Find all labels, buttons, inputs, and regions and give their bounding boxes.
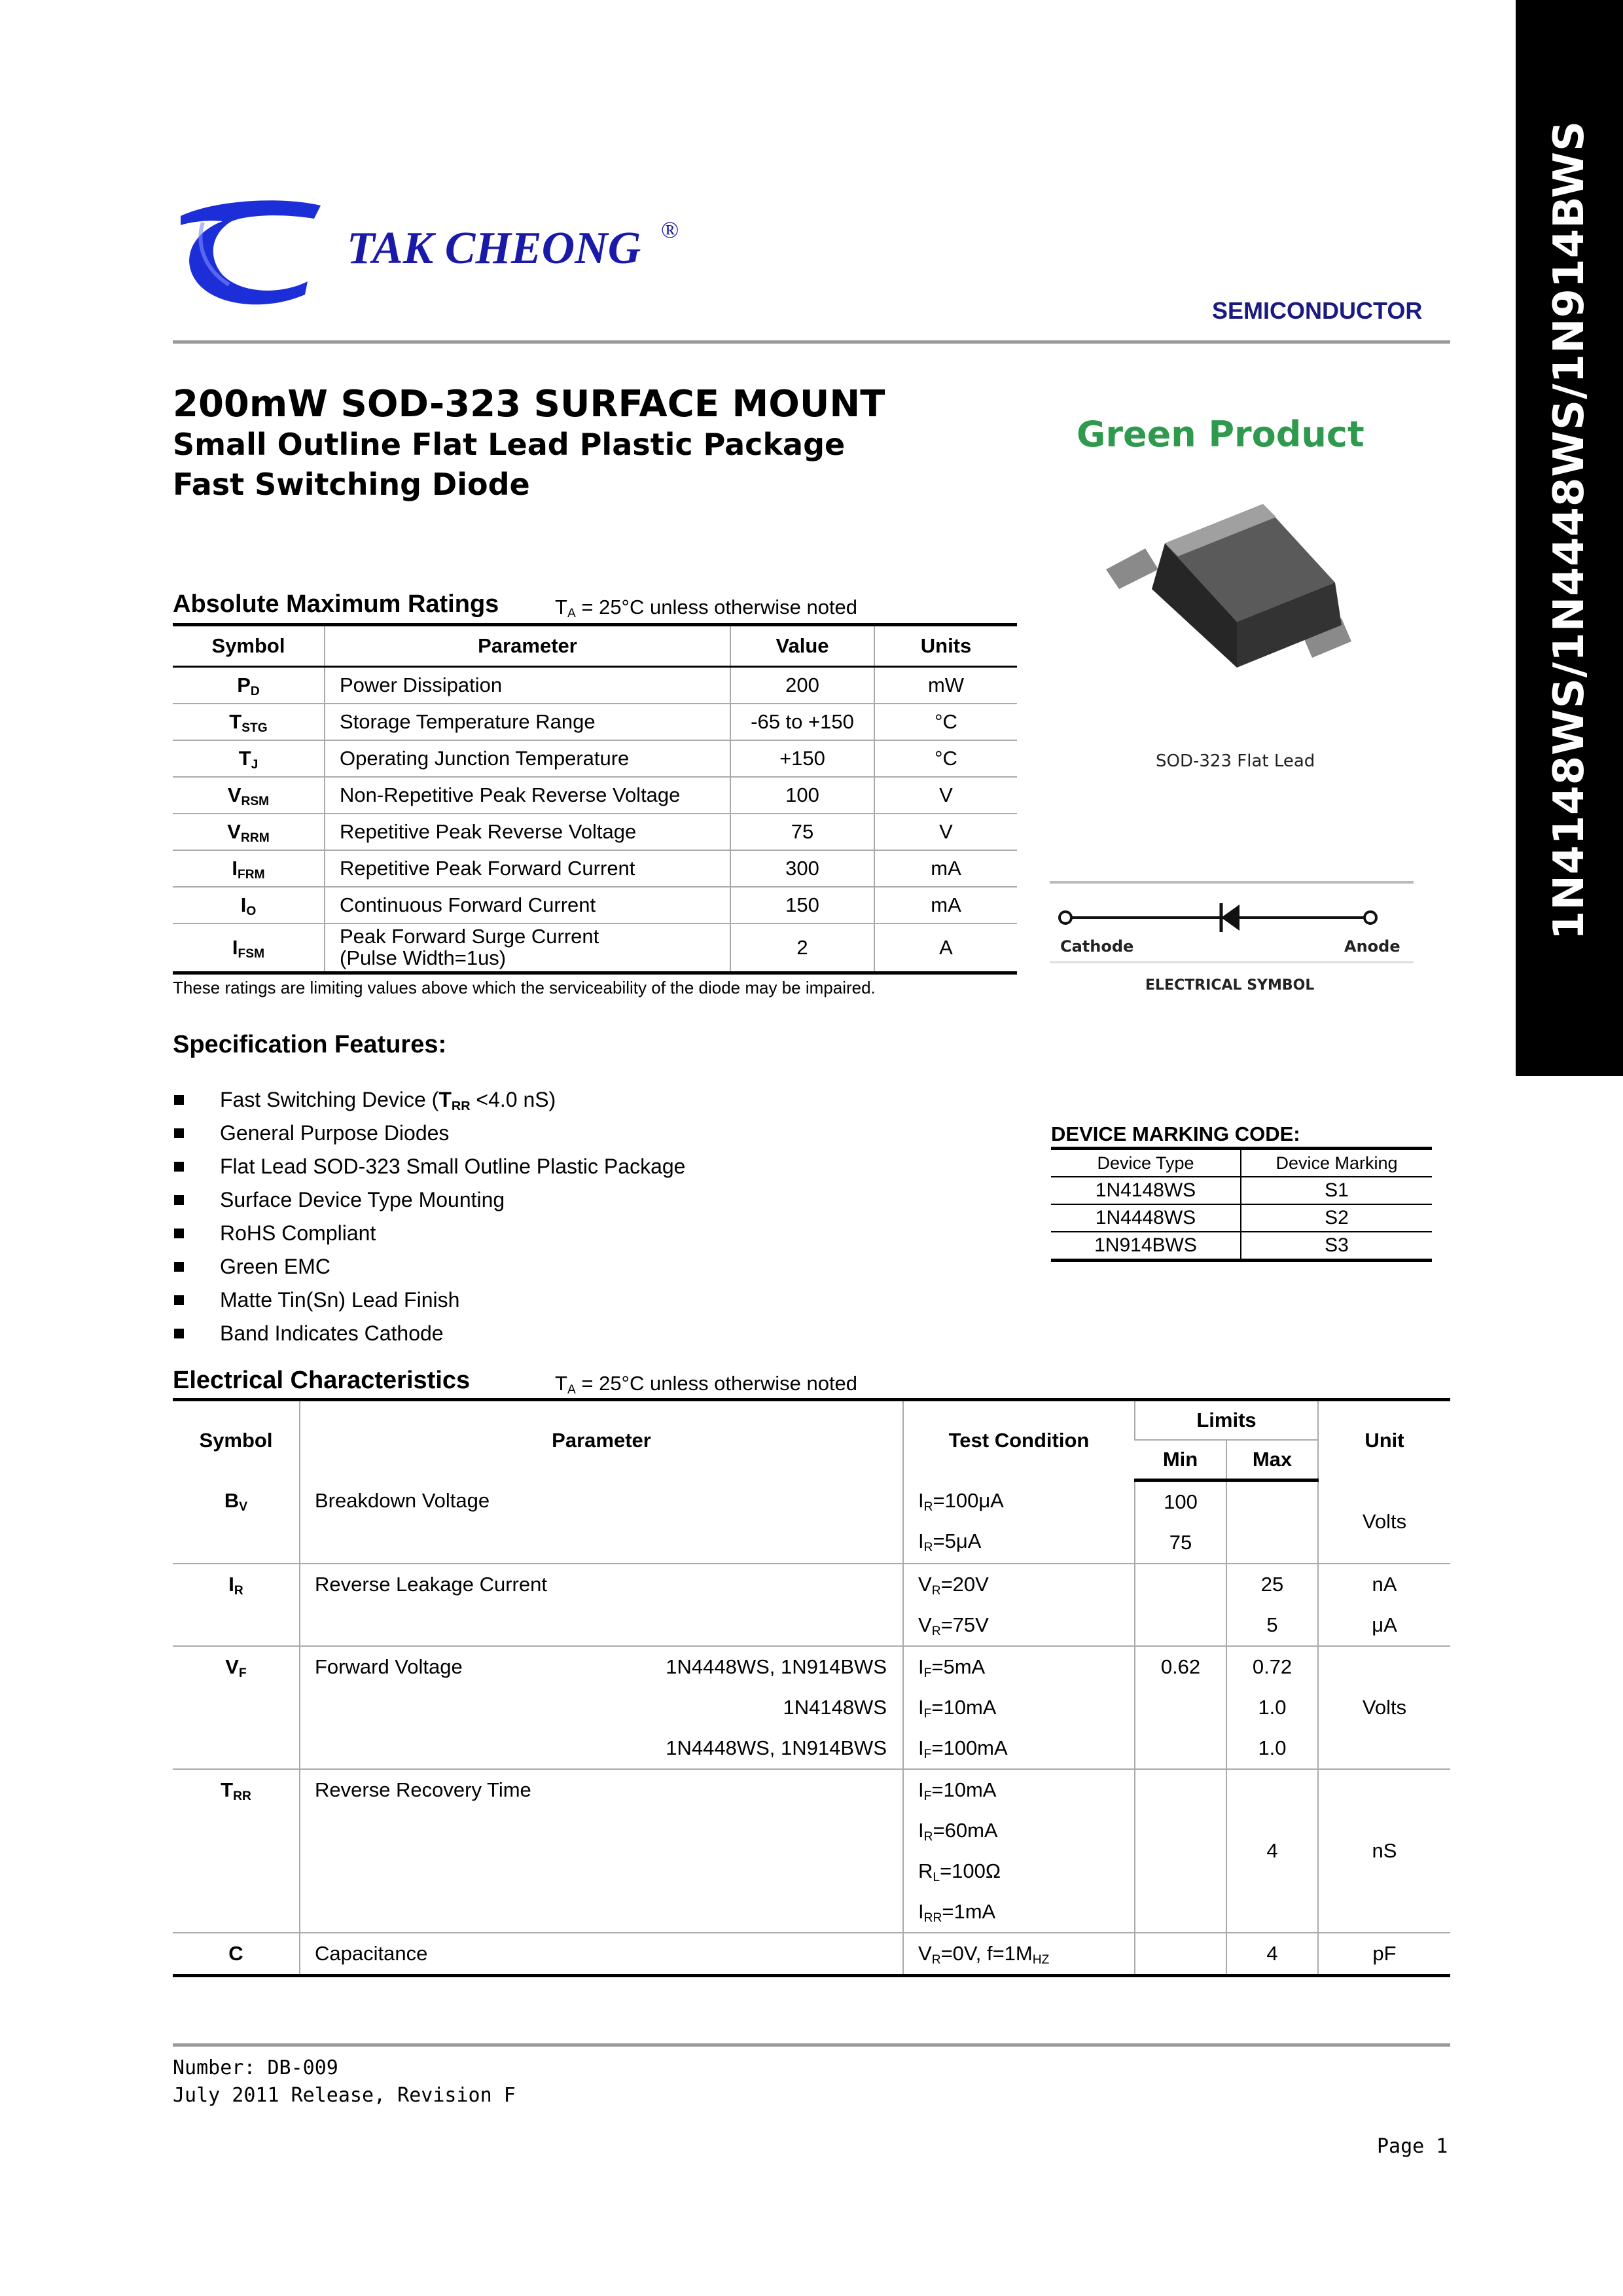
row-test-condition: $V_R=20V$ $V_R=75V$: [903, 1564, 1135, 1646]
device-type: 1N4448WS: [1051, 1204, 1241, 1232]
page-title: 200mW SOD-323 SURFACE MOUNT: [173, 383, 885, 425]
device-mark: S2: [1241, 1204, 1432, 1232]
row-unit: mA: [874, 887, 1017, 924]
electrical-condition: $T_A = 25^\circ C$ unless otherwise noted: [555, 1372, 858, 1397]
row-symbol: $B_V$: [173, 1480, 300, 1564]
bullet-square-icon: [174, 1295, 184, 1305]
row-unit: A: [874, 924, 1017, 973]
table-row: [173, 740, 1017, 777]
table-row: [173, 814, 1017, 850]
table-row: [173, 1933, 1450, 1976]
table-row: [173, 1480, 1450, 1564]
row-symbol: $P_D$: [173, 667, 325, 704]
row-unit: °C: [874, 740, 1017, 777]
abs-max-header-row: [173, 625, 1017, 667]
cathode-label: Cathode: [1060, 937, 1134, 956]
row-unit: Volts: [1318, 1646, 1450, 1769]
row-parameter: Non-Repetitive Peak Reverse Voltage: [325, 777, 730, 814]
row-max: 0.72 1.0 1.0: [1226, 1646, 1318, 1769]
row-test-condition: $I_F=10mA$ $I_R=60mA$ $R_L=100\Omega$ $I_{RR}=1mA$: [903, 1769, 1135, 1933]
header-device-type: Device Type: [1051, 1149, 1241, 1177]
table-row: [173, 667, 1017, 704]
header-value: Value: [730, 625, 874, 667]
electrical-symbol: [1050, 881, 1414, 999]
row-parameter: Repetitive Peak Reverse Voltage: [325, 814, 730, 850]
marking-heading: DEVICE MARKING CODE:: [1051, 1122, 1300, 1145]
row-unit: mA: [874, 850, 1017, 887]
row-parameter: Peak Forward Surge Current (Pulse Width=1us): [325, 924, 730, 973]
green-product-badge: Green Product: [1077, 414, 1364, 455]
electrical-table: [173, 1398, 1450, 1977]
row-parameter: Capacitance: [300, 1933, 903, 1976]
release-info: July 2011 Release, Revision F: [173, 2084, 516, 2107]
row-unit: mW: [874, 667, 1017, 704]
bullet-square-icon: [174, 1162, 184, 1172]
row-value: -65 to +150: [730, 704, 874, 740]
bullet-square-icon: [174, 1095, 184, 1105]
row-symbol: C: [173, 1933, 300, 1976]
row-symbol: $I_O$: [173, 887, 325, 924]
symbol-caption: ELECTRICAL SYMBOL: [1145, 977, 1315, 994]
row-parameter: Reverse Leakage Current: [300, 1564, 903, 1646]
row-min: 0.62: [1135, 1646, 1226, 1769]
registered-mark: ®: [661, 217, 679, 243]
row-test-condition: $I_R=100\mu A$ $I_R=5\mu A$: [903, 1480, 1135, 1564]
device-mark: S1: [1241, 1177, 1432, 1204]
marking-header-row: [1051, 1149, 1432, 1177]
row-parameter: Repetitive Peak Forward Current: [325, 850, 730, 887]
bullet-square-icon: [174, 1195, 184, 1205]
row-min: [1135, 1933, 1226, 1976]
row-symbol: $T_{STG}$: [173, 704, 325, 740]
document-number: Number: DB-009: [173, 2056, 338, 2079]
bullet-square-icon: [174, 1262, 184, 1272]
header-limits: Limits: [1135, 1400, 1318, 1441]
features-heading: Specification Features:: [173, 1031, 447, 1058]
row-symbol: $I_{FRM}$: [173, 850, 325, 887]
row-value: +150: [730, 740, 874, 777]
row-unit: nS: [1318, 1769, 1450, 1933]
row-value: 200: [730, 667, 874, 704]
row-max: [1226, 1480, 1318, 1564]
row-unit: °C: [874, 704, 1017, 740]
header-test-condition: Test Condition: [903, 1400, 1135, 1480]
header-symbol: Symbol: [173, 1400, 300, 1480]
row-symbol: $I_R$: [173, 1564, 300, 1646]
electrical-header-row: [173, 1400, 1450, 1441]
row-min: [1135, 1769, 1226, 1933]
list-item: Matte Tin(Sn) Lead Finish: [173, 1283, 685, 1317]
table-row: [173, 704, 1017, 740]
row-symbol: $T_J$: [173, 740, 325, 777]
electrical-heading: Electrical Characteristics: [173, 1367, 471, 1394]
header-parameter: Parameter: [300, 1400, 903, 1480]
side-part-numbers: 1N4148WS/1N4448WS/1N914BWS: [1545, 120, 1594, 941]
row-unit: V: [874, 777, 1017, 814]
row-value: 150: [730, 887, 874, 924]
row-value: 300: [730, 850, 874, 887]
row-value: 100: [730, 777, 874, 814]
table-row: [173, 1646, 1450, 1769]
table-row: [1051, 1204, 1432, 1232]
row-parameter: Reverse Recovery Time: [300, 1769, 903, 1933]
page-number: Page 1: [1377, 2135, 1448, 2158]
list-item: Band Indicates Cathode: [173, 1317, 685, 1350]
row-parameter: Power Dissipation: [325, 667, 730, 704]
row-value: 75: [730, 814, 874, 850]
row-test-condition: $V_R=0V$, $f=1M_{HZ}$: [903, 1933, 1135, 1976]
brand-name: TAK CHEONG: [347, 223, 641, 274]
header-max: Max: [1226, 1440, 1318, 1480]
row-parameter: Breakdown Voltage: [300, 1480, 903, 1564]
subtitle-package: Small Outline Flat Lead Plastic Package: [173, 427, 846, 462]
table-row: [173, 850, 1017, 887]
row-symbol: $T_{RR}$: [173, 1769, 300, 1933]
division-label: SEMICONDUCTOR: [1212, 297, 1423, 324]
abs-max-table: [173, 623, 1017, 975]
row-min: [1135, 1564, 1226, 1646]
table-row: [1051, 1177, 1432, 1204]
abs-max-note: These ratings are limiting values above which the serviceability of the diode may be impaired.: [173, 978, 876, 997]
features-list: [173, 1083, 685, 1350]
header-min: Min: [1135, 1440, 1226, 1480]
list-item: Flat Lead SOD-323 Small Outline Plastic Package: [173, 1150, 685, 1183]
row-symbol: $V_{RSM}$: [173, 777, 325, 814]
header-unit: Unit: [1318, 1400, 1450, 1480]
package-caption: SOD-323 Flat Lead: [1156, 751, 1315, 771]
table-row: [1051, 1232, 1432, 1261]
list-item: Green EMC: [173, 1250, 685, 1283]
header-divider: [173, 340, 1450, 344]
bullet-square-icon: [174, 1128, 184, 1138]
tak-cheong-logo: [177, 196, 327, 308]
subtitle-function: Fast Switching Diode: [173, 467, 530, 502]
list-item: RoHS Compliant: [173, 1217, 685, 1250]
table-row: [173, 887, 1017, 924]
row-test-condition: $I_F=5mA$ $I_F=10mA$ $I_F=100mA$: [903, 1646, 1135, 1769]
row-parameter: Storage Temperature Range: [325, 704, 730, 740]
table-row: [173, 1769, 1450, 1933]
table-row: [173, 1564, 1450, 1646]
row-max: 4: [1226, 1769, 1318, 1933]
header-device-marking: Device Marking: [1241, 1149, 1432, 1177]
header-symbol: Symbol: [173, 625, 325, 667]
row-unit: nA μA: [1318, 1564, 1450, 1646]
row-unit: pF: [1318, 1933, 1450, 1976]
row-symbol: $V_F$: [173, 1646, 300, 1769]
list-item: Fast Switching Device ($T_{RR} <4.0$ nS): [173, 1083, 685, 1117]
row-parameter: Operating Junction Temperature: [325, 740, 730, 777]
row-value: 2: [730, 924, 874, 973]
table-row: [173, 777, 1017, 814]
list-item: Surface Device Type Mounting: [173, 1183, 685, 1217]
row-parameter: Continuous Forward Current: [325, 887, 730, 924]
row-unit: V: [874, 814, 1017, 850]
header-units: Units: [874, 625, 1017, 667]
row-unit: Volts: [1318, 1480, 1450, 1564]
row-max: 25 5: [1226, 1564, 1318, 1646]
header-parameter: Parameter: [325, 625, 730, 667]
abs-max-condition: $T_A = 25^\circ C$ unless otherwise noted: [555, 596, 858, 620]
row-min: 100 75: [1135, 1480, 1226, 1564]
device-type: 1N4148WS: [1051, 1177, 1241, 1204]
table-row: [173, 924, 1017, 973]
footer-divider: [173, 2043, 1450, 2047]
anode-label: Anode: [1344, 937, 1400, 956]
row-symbol: $I_{FSM}$: [173, 924, 325, 973]
bullet-square-icon: [174, 1229, 184, 1238]
sod323-package-image: [1086, 497, 1361, 694]
abs-max-heading: Absolute Maximum Ratings: [173, 590, 499, 618]
device-type: 1N914BWS: [1051, 1232, 1241, 1261]
row-max: 4: [1226, 1933, 1318, 1976]
row-symbol: $V_{RRM}$: [173, 814, 325, 850]
list-item: General Purpose Diodes: [173, 1117, 685, 1150]
row-parameter: Forward Voltage 1N4448WS, 1N914BWS 1N4148WS 1N4448WS, 1N914BWS: [300, 1646, 903, 1769]
device-mark: S3: [1241, 1232, 1432, 1261]
marking-table: [1051, 1147, 1432, 1262]
bullet-square-icon: [174, 1329, 184, 1338]
